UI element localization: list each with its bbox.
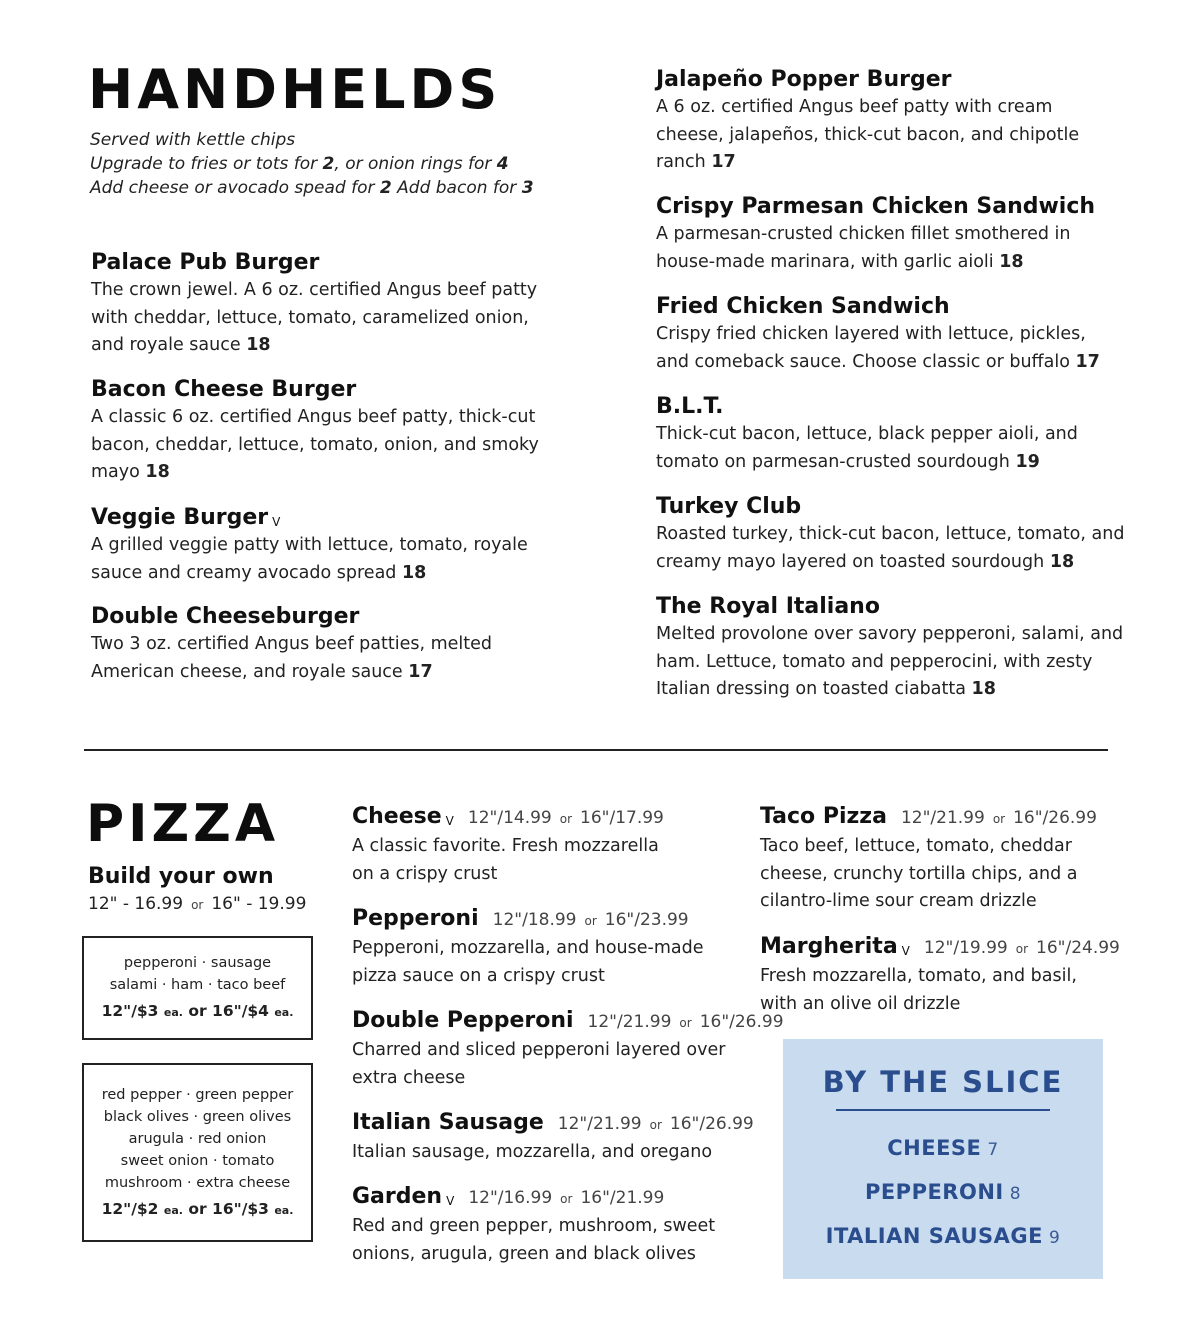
vegetarian-mark: V xyxy=(272,515,281,529)
note-line: Add cheese or avocado spead for 2 Add bacon for 3 xyxy=(90,178,534,198)
item-name: Jalapeño Popper Burger xyxy=(656,67,952,92)
item-name: Taco Pizza 12"/21.99 or 16"/26.99 xyxy=(760,804,1097,829)
build-your-own-prices: 12" - 16.99 or 16" - 19.99 xyxy=(88,894,307,914)
topping-option: pepperoni · sausage xyxy=(123,955,272,971)
section-divider xyxy=(84,749,1108,751)
pizza-item xyxy=(352,905,752,990)
item-price: 18 xyxy=(971,679,996,699)
vegetarian-mark: V xyxy=(446,1194,455,1208)
item-name: B.L.T. xyxy=(656,394,724,419)
topping-option: red pepper · green pepper xyxy=(101,1087,294,1103)
item-description: Fresh mozzarella, tomato, and basil, with an olive oil drizzle xyxy=(760,966,1077,1014)
item-price: 17 xyxy=(408,661,433,682)
note-line: Served with kettle chips xyxy=(90,130,296,150)
slice-item: CHEESE 7 xyxy=(887,1136,999,1160)
by-the-slice-title: BY THE SLICE xyxy=(822,1065,1064,1099)
item-name: Double Pepperoni 12"/21.99 or 16"/26.99 xyxy=(352,1008,784,1033)
item-name: Garden $^V$ 12"/16.99 or 16"/21.99 xyxy=(352,1184,665,1209)
item-name: Fried Chicken Sandwich xyxy=(656,294,950,319)
item-price: 18 xyxy=(999,251,1024,272)
item-name: Italian Sausage 12"/21.99 or 16"/26.99 xyxy=(352,1110,754,1135)
item-name: Palace Pub Burger xyxy=(91,250,320,275)
toppings-box-veggies xyxy=(82,1063,313,1242)
topping-option: black olives · green olives xyxy=(103,1109,292,1125)
menu-item xyxy=(656,193,1096,276)
item-price: 18 xyxy=(401,562,427,583)
pizza-title: PIZZA xyxy=(86,794,280,854)
menu-item xyxy=(656,66,1086,177)
item-price: 19 xyxy=(1015,451,1040,472)
slice-item: PEPPERONI 8 xyxy=(864,1180,1022,1204)
slice-divider xyxy=(836,1109,1050,1111)
pizza-item xyxy=(760,803,1120,916)
item-name: Crispy Parmesan Chicken Sandwich xyxy=(656,194,1096,219)
menu-item xyxy=(656,293,1116,376)
item-name: The Royal Italiano xyxy=(656,594,880,619)
pizza-item xyxy=(760,933,1120,1018)
menu-item xyxy=(91,249,561,360)
pizza-item xyxy=(352,1183,762,1268)
item-description: Charred and sliced pepperoni layered over extra cheese xyxy=(352,1040,726,1088)
topping-option: mushroom · extra cheese xyxy=(104,1175,291,1191)
item-description: Red and green pepper, mushroom, sweet onions, arugula, green and black olives xyxy=(352,1216,716,1264)
item-price: 18 xyxy=(145,462,170,482)
item-description: Pepperoni, mozzarella, and house-made pizza sauce on a crispy crust xyxy=(352,938,704,986)
item-price: 17 xyxy=(711,152,736,172)
item-description: Thick-cut bacon, lettuce, black pepper aioli, and tomato on parmesan-crusted sourdough 19 xyxy=(656,424,1078,472)
vegetarian-mark: V xyxy=(901,944,910,958)
by-the-slice-panel xyxy=(783,1039,1103,1279)
menu-item xyxy=(656,393,1106,476)
item-description: The crown jewel. A 6 oz. certified Angus beef patty with cheddar, lettuce, tomato, caramelized onion, and royale sauce 18 xyxy=(91,280,538,355)
item-price: 18 xyxy=(246,335,271,355)
pizza-item xyxy=(352,803,752,888)
item-description: Roasted turkey, thick-cut bacon, lettuce, tomato, and creamy mayo layered on toasted sourdough 18 xyxy=(656,524,1125,572)
slice-item: ITALIAN SAUSAGE 9 xyxy=(825,1224,1061,1248)
item-description: A classic favorite. Fresh mozzarella on a crispy crust xyxy=(352,836,659,884)
item-description: Italian sausage, mozzarella, and oregano xyxy=(352,1142,713,1162)
item-name: Margherita $^V$ 12"/19.99 or 16"/24.99 xyxy=(760,934,1120,959)
toppings-box-meats xyxy=(82,936,313,1040)
item-name: Bacon Cheese Burger xyxy=(91,377,357,402)
pizza-item xyxy=(352,1007,784,1092)
item-description: A 6 oz. certified Angus beef patty with cream cheese, jalapeños, thick-cut bacon, and chipotle ranch 17 xyxy=(656,97,1080,172)
topping-option: sweet onion · tomato xyxy=(120,1153,275,1169)
item-name: Cheese $^V$ 12"/14.99 or 16"/17.99 xyxy=(352,804,664,829)
item-name: Double Cheeseburger xyxy=(91,604,360,629)
item-price: 17 xyxy=(1075,351,1100,372)
item-price: 18 xyxy=(1049,551,1075,572)
note-line: Upgrade to fries or tots for 2, or onion rings for 4 xyxy=(90,154,509,174)
item-name: Veggie Burger $^V$ xyxy=(91,505,281,530)
pizza-item xyxy=(352,1109,762,1167)
menu-item xyxy=(656,493,1136,576)
item-description: Two 3 oz. certified Angus beef patties, melted American cheese, and royale sauce 17 xyxy=(91,634,493,682)
item-name: Turkey Club xyxy=(656,494,802,519)
topping-option: arugula · red onion xyxy=(128,1131,267,1147)
vegetarian-mark: V xyxy=(445,814,454,828)
topping-price: 12"/$2 ea. or 16"/$3 ea. xyxy=(101,1200,294,1218)
item-description: Melted provolone over savory pepperoni, salami, and ham. Lettuce, tomato and pepperocini, with zesty Italian dressing on toasted ciabatta 18 xyxy=(656,624,1124,699)
item-description: A grilled veggie patty with lettuce, tomato, royale sauce and creamy avocado spread 18 xyxy=(91,535,528,583)
item-description: A classic 6 oz. certified Angus beef patty, thick-cut bacon, cheddar, lettuce, tomato, onion, and smoky mayo 18 xyxy=(91,407,539,482)
item-description: A parmesan-crusted chicken fillet smothered in house-made marinara, with garlic aioli 18 xyxy=(656,224,1071,272)
build-your-own-title: Build your own xyxy=(88,864,274,889)
item-description: Taco beef, lettuce, tomato, cheddar cheese, crunchy tortilla chips, and a cilantro-lime sour cream drizzle xyxy=(760,836,1078,911)
handhelds-title: HANDHELDS xyxy=(88,58,502,121)
menu-item xyxy=(91,603,551,686)
topping-price: 12"/$3 ea. or 16"/$4 ea. xyxy=(101,1002,294,1020)
handhelds-notes xyxy=(90,128,610,200)
menu-item xyxy=(91,504,551,587)
menu-item xyxy=(656,593,1140,704)
item-name: Pepperoni 12"/18.99 or 16"/23.99 xyxy=(352,906,689,931)
menu-item xyxy=(91,376,551,487)
item-description: Crispy fried chicken layered with lettuce, pickles, and comeback sauce. Choose classic or buffalo 17 xyxy=(656,324,1100,372)
topping-option: salami · ham · taco beef xyxy=(109,977,286,993)
